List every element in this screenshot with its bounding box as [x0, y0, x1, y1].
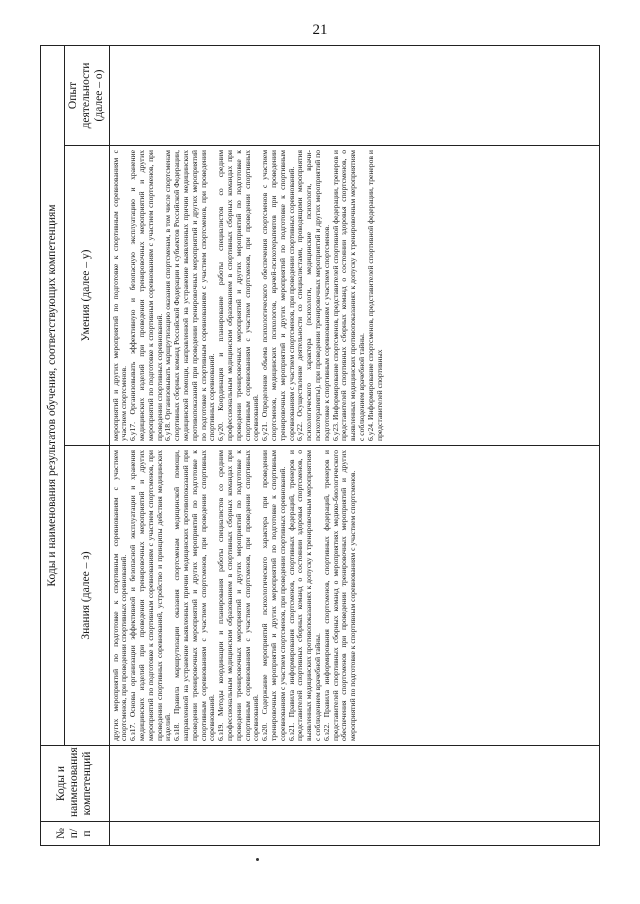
knowledge-item: 6.з19. Методы координации и планирования работы специалистов со средним профессиональным медицинским образованием в спортивных сборных командах при проведении тренировочных мероприятий и других мероприятий по подготовке к спортивным соревнованиям с участием спортсменов, при проведении спортивных соревнований.	[216, 450, 261, 741]
scan-speck	[256, 858, 259, 861]
cell-knowledge	[109, 446, 599, 746]
competencies-table	[40, 45, 600, 846]
skill-item: 6.у24. Информирование спортсменов, представителей спортивной федерации, тренеров и представителей спортивных	[365, 150, 384, 441]
skill-item: 6.у23. Информирование спортсменов, представителей спортивной федерации, тренеров и представителей спортивных сборных команд о состоянии здоровья спортсменов, о выявленных медицинских противопоказаниях к допуску к тренировочным мероприятиям с соблюдением врачебной тайны.	[330, 150, 366, 441]
skill-item: 6.у22. Осуществление деятельности со специалистами, проводящими мероприятия психологического характера (психологи, медицинские психологи, врачи-психотерапевты), при проведении тренировочных мероприятий и других мероприятий по подготовке к спортивным соревнованиям с участием спортсменов.	[295, 150, 331, 441]
cell-skills	[109, 146, 599, 446]
skill-item: 6.у18. Организовывать маршрутизацию оказания спортсменам, в том числе спортсменам спортивных сборных команд Российской Федерации и субъектов Российской Федерации, медицинской помощи, направленной на устранение выявленных причин медицинских противопоказаний при проведении тренировочных мероприятий и других мероприятий по подготовке к спортивным соревнованиям с участием спортсменов, при проведении спортивных соревнований.	[163, 150, 217, 441]
table-row	[109, 45, 599, 845]
header-knowledge: Знания (далее – з)	[65, 446, 110, 746]
page-body	[40, 46, 600, 846]
knowledge-item: 6.з20. Содержание мероприятий психологического характера при проведении тренировочных мероприятий и других мероприятий по подготовке к спортивным соревнованиям с участием спортсменов, при проведении спортивных соревнований.	[260, 450, 287, 741]
header-experience: Опыт деятельности (далее – о)	[65, 45, 110, 145]
page-number: 21	[312, 22, 328, 38]
skill-item: 6.у17. Организовывать эффективную и безопасную эксплуатацию и хранение медицинских изделий при проведении тренировочных мероприятий и других мероприятий по подготовке к спортивным соревнованиям с участием спортсменов, при проведении спортивных соревнований.	[128, 150, 164, 441]
knowledge-item: 6.з22. Правила информирования спортсменов, спортивных федераций, тренеров и представителей спортивных сборных команд о мероприятиях медико-биологического обеспечения спортсменов при проведении тренировочных мероприятий и других мероприятий по подготовке к спортивным соревнованиям с участием спортсменов.	[321, 450, 358, 741]
table-header-row-1	[41, 45, 65, 845]
header-group: Коды и наименования результатов обучения, соответствующих компетенциям	[41, 45, 65, 745]
header-num: № п/п	[41, 822, 110, 846]
knowledge-item: 6.з21. Правила информирования спортсменов, спортивных федераций, тренеров и представителей спортивных сборных команд о состоянии здоровья спортсменов, о выявленных медицинских противопоказаниях к допуску к тренировочным мероприятиям с соблюдением врачебной тайны.	[286, 450, 322, 741]
skill-item: 6.у20. Координация и планирование работы специалистов со средним профессиональным медицинским образованием в спортивных сборных командах при проведении тренировочных мероприятий и других мероприятий по подготовке к спортивным соревнованиям с участием спортсменов, при проведении спортивных соревнований.	[216, 150, 261, 441]
skill-item: мероприятий и других мероприятий по подготовке к спортивным соревнованиям с участием спортсменов.	[110, 150, 129, 441]
knowledge-item: других мероприятий по подготовке к спортивным соревнованиям с участием спортсменов, при проведении спортивных соревнований.	[110, 450, 129, 741]
cell-experience	[109, 45, 599, 145]
knowledge-item: 6.з18. Правила маршрутизации оказания спортсменам медицинской помощи, направленной на устранение выявленных причин медицинских противопоказаний при проведении тренировочных мероприятий и других мероприятий по подготовке к спортивным соревнованиям с участием спортсменов, при проведении спортивных соревнований.	[172, 450, 217, 741]
knowledge-item: 6.з17. Основы организации эффективной и безопасной эксплуатации и хранения медицинских изделий при проведении тренировочных мероприятий и других мероприятий по подготовке к спортивным соревнованиям с участием спортсменов, при проведении спортивных соревнований, устройство и принципы действия медицинских изделий.	[128, 450, 173, 741]
header-code: Коды и наименования компетенций	[41, 746, 110, 822]
skill-item: 6.у21. Определение объема психологического обеспечения спортсменов с участием спортсменов, медицинских психологов, врачей-психотерапевтов при проведении тренировочных мероприятий и других мероприятий по подготовке к спортивным соревнованиям с участием спортсменов, при проведении спортивных соревнований.	[260, 150, 296, 441]
cell-num	[109, 822, 599, 846]
table-header-row-2	[65, 45, 110, 845]
rotated-table-container	[40, 46, 600, 846]
cell-code	[109, 746, 599, 822]
header-skills: Умения (далее – у)	[65, 146, 110, 446]
